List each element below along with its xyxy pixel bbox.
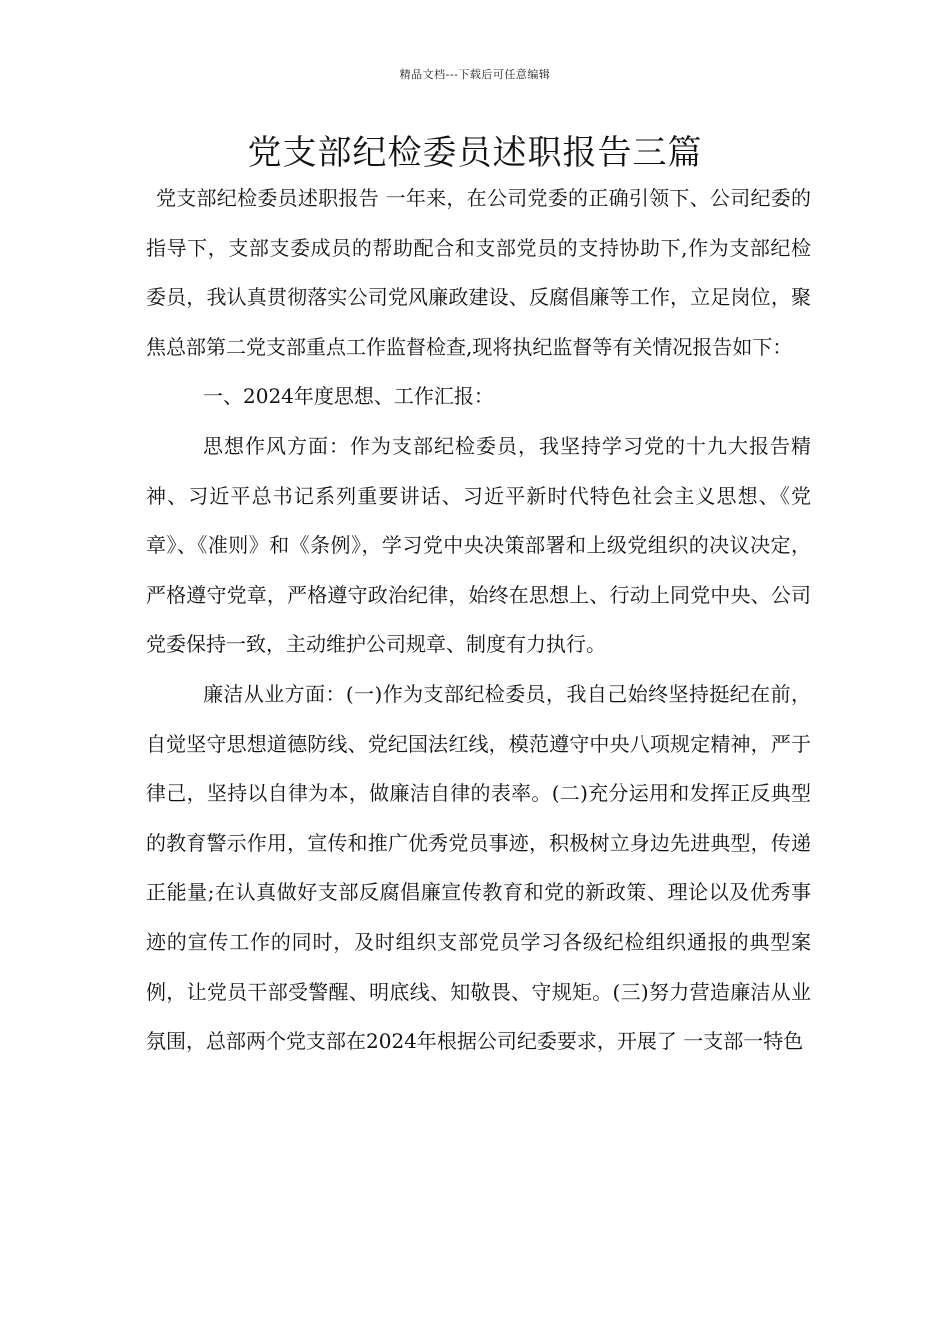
document-body — [146, 174, 811, 1067]
header-note: 精品文档---下载后可任意编辑 — [399, 68, 551, 81]
section-heading: 一、2024年度思想、工作汇报： — [203, 384, 494, 409]
paragraph-integrity: 廉洁从业方面：(一)作为支部纪检委员，我自己始终坚持挺纪在前，自觉坚守思想道德防线、党纪国法红线，模范遵守中央八项规定精神，严于律己，坚持以自律为本，做廉洁自律的表率。(二)充分运用和发挥正反典型的教育警示作用，宣传和推广优秀党员事迹，积极树立身边先进典型，传递正能量;在认真做好支部反腐倡廉宣传教育和党的新政策、理论以及优秀事迹的宣传工作的同时，及时组织支部党员学习各级纪检组织通报的典型案例，让党员干部受警醒、明底线、知敬畏、守规矩。(三)努力营造廉洁从业氛围，总部两个党支部在2024年根据公司纪委要求，开展了 一支部一特色 — [146, 681, 811, 1054]
paragraph-intro: 党支部纪检委员述职报告 一年来，在公司党委的正确引领下、公司纪委的指导下，支部支委成员的帮助配合和支部党员的支持协助下,作为支部纪检委员，我认真贯彻落实公司党风廉政建设、反腐倡廉等工作，立足岗位，聚焦总部第二党支部重点工作监督检查,现将执纪监督等有关情况报告如下： — [146, 186, 811, 359]
document-title: 党支部纪检委员述职报告三篇 — [247, 133, 703, 173]
paragraph-thinking-style: 思想作风方面：作为支部纪检委员，我坚持学习党的十九大报告精神、习近平总书记系列重要讲话、习近平新时代特色社会主义思想、《党章》、《准则》和《条例》，学习党中央决策部署和上级党组织的决议决定，严格遵守党章，严格遵守政治纪律，始终在思想上、行动上同党中央、公司党委保持一致，主动维护公司规章、制度有力执行。 — [146, 433, 811, 657]
